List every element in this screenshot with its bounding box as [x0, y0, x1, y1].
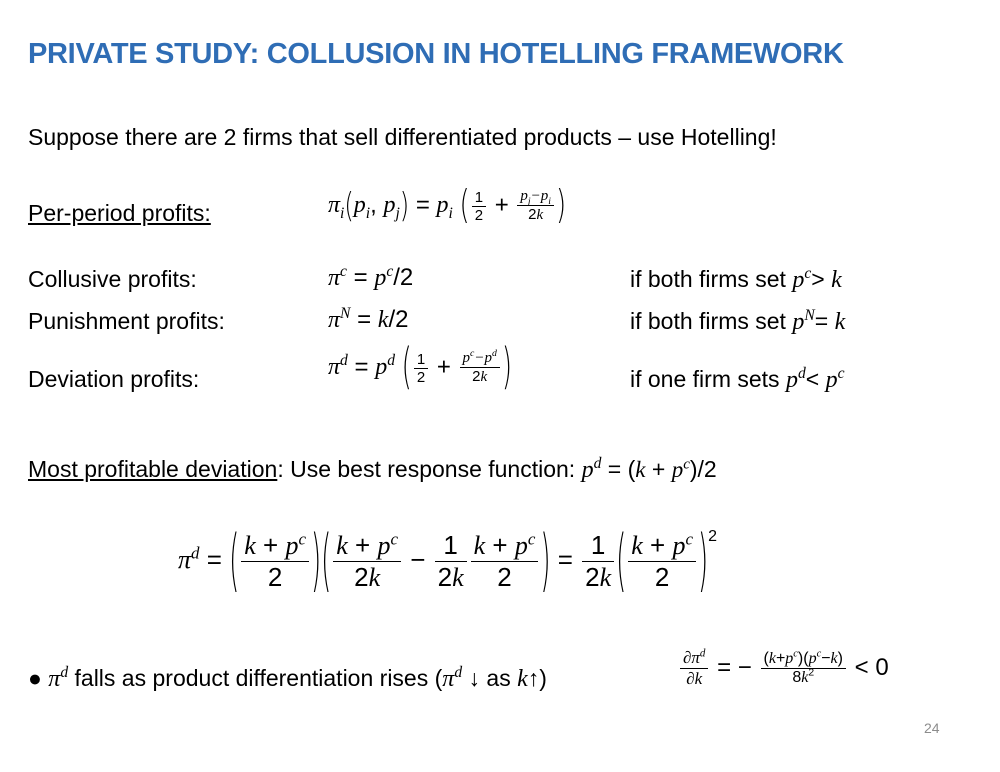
bullet-point: ● $\pi^d$ falls as product differentiation rises ($\pi^d$ ↓ as k↑) [28, 664, 547, 692]
deviation-condition: if one firm sets $p^d< p^c$ [630, 365, 845, 393]
deviation-label: Deviation profits: [28, 366, 200, 392]
deviation-equation: $\pi^d = p^d$ ( $\frac{1}{2}$ + $\frac{p^c-p^d}{2k}$ ) [328, 339, 512, 397]
page-number: 24 [924, 720, 940, 736]
bullet-dot-icon: ● [28, 665, 42, 691]
most-profitable-deviation-heading: Most profitable deviation [28, 456, 278, 482]
collusive-equation: $\pi^c = p^c/2$ [328, 263, 414, 291]
deviation-profit-derivation: $\pi^d$ = ( $\frac{k + p^c}{2}$ )( $\frac{k + p^c}{2k}$ − $\frac{1}{2k}$ $\frac{k + p^c}{2}$ ) = $\frac{1}{2k}$ ( $\frac{k + p^c}{2}$ )$^2$ [178, 522, 718, 601]
punishment-equation: $\pi^N = k/2$ [328, 305, 409, 333]
best-response-text: : Use best response function: [277, 456, 576, 482]
collusive-label: Collusive profits: [28, 266, 197, 292]
down-arrow-icon: ↓ [468, 665, 481, 691]
collusive-condition: if both firms set $p^c> k$ [630, 265, 842, 293]
per-period-equation: $\pi_i(p_i$, $p_j) = p_i$ ( $\frac{1}{2}$ + $\frac{p_j-p_i}{2k}$ ) [328, 183, 567, 229]
intro-text: Suppose there are 2 firms that sell differentiated products – use Hotelling! [28, 124, 777, 150]
most-profitable-deviation-line: Most profitable deviation: Use best response function: $p^d = (k + p^c)/2$ [28, 455, 717, 483]
per-period-label: Per-period profits: [28, 200, 211, 226]
punishment-condition: if both firms set $p^N= k$ [630, 307, 846, 335]
up-arrow-icon: ↑ [527, 665, 540, 691]
derivative-equation: $\frac{\partial\pi^d}{\partial k}$ = − $\frac{(k+p^c)(p^c-k)}{8k^2}$ < 0 [678, 648, 889, 689]
slide-title: PRIVATE STUDY: COLLUSION IN HOTELLING FRAMEWORK [28, 38, 844, 70]
punishment-label: Punishment profits: [28, 308, 225, 334]
